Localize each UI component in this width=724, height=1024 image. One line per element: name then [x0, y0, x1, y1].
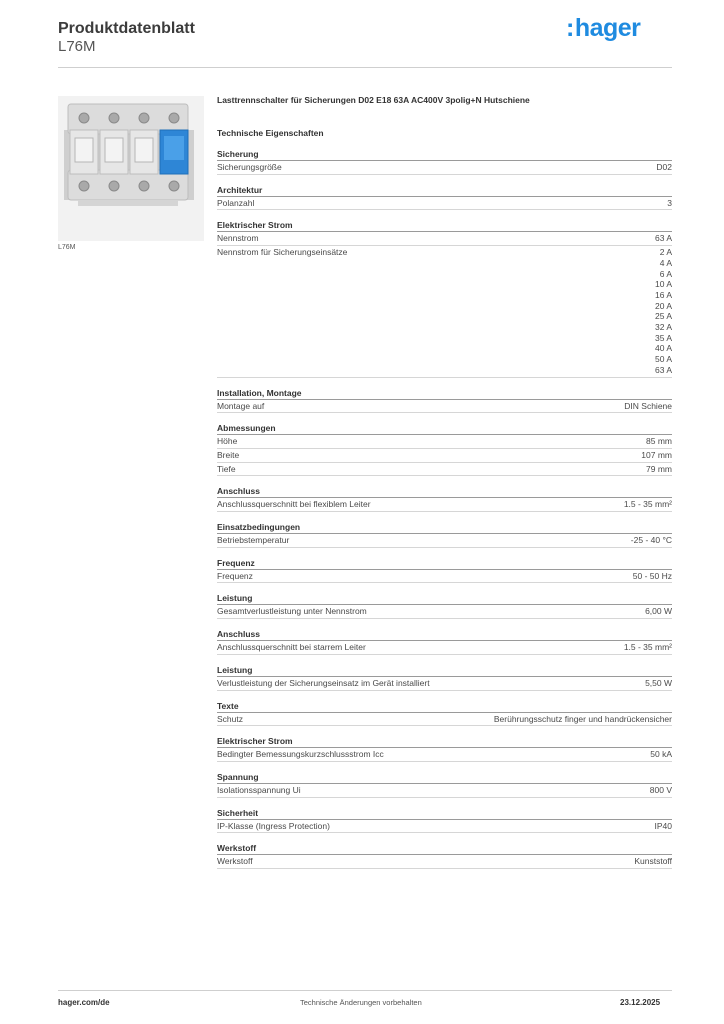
spec-value-line: 2 A — [659, 247, 672, 258]
spec-row — [217, 232, 672, 246]
spec-label: Verlustleistung der Sicherungseinsatz im Gerät installiert — [217, 677, 430, 688]
spec-group — [217, 771, 672, 798]
spec-value-line: 16 A — [654, 289, 672, 300]
logo-text: hager — [574, 14, 641, 42]
spec-row — [217, 713, 672, 727]
spec-value-line: 63 A — [654, 364, 672, 375]
spec-row — [217, 463, 672, 477]
spec-value-line: 85 mm — [646, 436, 672, 447]
spec-value-line: 3 — [667, 197, 672, 208]
spec-group-title: Werkstoff — [217, 842, 672, 855]
spec-group-title: Elektrischer Strom — [217, 219, 672, 232]
spec-value — [655, 247, 672, 375]
spec-value-line: 5,50 W — [645, 677, 672, 688]
spec-row — [217, 435, 672, 449]
product-image — [58, 96, 204, 241]
image-caption: L76M — [58, 244, 76, 251]
spec-value-line: 50 - 50 Hz — [632, 570, 672, 581]
spec-label: Nennstrom für Sicherungseinsätze — [217, 247, 348, 258]
spec-value — [631, 535, 672, 546]
spec-value-line: 63 A — [654, 233, 672, 244]
spec-value — [656, 162, 672, 173]
spec-row — [217, 534, 672, 548]
spec-value-line: D02 — [656, 162, 672, 172]
spec-row — [217, 570, 672, 584]
spec-group — [217, 557, 672, 584]
spec-value — [641, 450, 672, 461]
spec-value — [646, 464, 672, 475]
spec-label: Betriebstemperatur — [217, 535, 290, 546]
spec-group-title: Architektur — [217, 184, 672, 197]
spec-group-title: Anschluss — [217, 485, 672, 498]
specifications — [217, 95, 672, 878]
spec-group-title: Leistung — [217, 664, 672, 677]
spec-label: Werkstoff — [217, 856, 253, 867]
spec-group-title: Leistung — [217, 592, 672, 605]
spec-group-title: Spannung — [217, 771, 672, 784]
spec-group-title: Anschluss — [217, 628, 672, 641]
spec-value — [633, 571, 672, 582]
spec-value — [655, 233, 672, 244]
section-heading: Technische Eigenschaften — [217, 128, 324, 138]
spec-group — [217, 664, 672, 691]
spec-value-line: 107 mm — [641, 449, 672, 460]
product-description: Lasttrennschalter für Sicherungen D02 E18 63A AC400V 3polig+N Hutschiene — [217, 95, 530, 105]
spec-value — [634, 856, 672, 867]
spec-row — [217, 498, 672, 512]
spec-row — [217, 677, 672, 691]
header-divider — [58, 67, 672, 68]
spec-value — [650, 785, 672, 796]
spec-label: Bedingter Bemessungskurzschlussstrom Icc — [217, 749, 384, 760]
spec-row — [217, 641, 672, 655]
spec-value — [624, 401, 672, 412]
footer-date: 23.12.2025 — [620, 998, 661, 1007]
spec-label: Gesamtverlustleistung unter Nennstrom — [217, 606, 367, 617]
spec-value-line: 79 mm — [646, 463, 672, 474]
spec-row — [217, 605, 672, 619]
spec-label: Breite — [217, 449, 240, 460]
spec-group — [217, 148, 672, 175]
spec-group-title: Sicherung — [217, 148, 672, 161]
spec-value-line: 800 V — [649, 784, 672, 795]
spec-group — [217, 219, 672, 377]
spec-label: Schutz — [217, 713, 243, 724]
spec-group — [217, 700, 672, 727]
spec-value — [655, 821, 673, 832]
spec-value — [494, 714, 672, 725]
spec-group-title: Sicherheit — [217, 807, 672, 820]
spec-value-line: 40 A — [654, 343, 672, 354]
footer-divider — [58, 990, 672, 991]
spec-value — [624, 499, 672, 510]
spec-label: Polanzahl — [217, 197, 255, 208]
spec-value-line: 1.5 - 35 mm² — [623, 642, 672, 653]
spec-group — [217, 485, 672, 512]
spec-label: Isolationsspannung Ui — [217, 784, 301, 795]
spec-label: Sicherungsgröße — [217, 162, 282, 172]
spec-groups — [217, 148, 672, 869]
spec-group — [217, 592, 672, 619]
spec-row — [217, 820, 672, 834]
spec-row — [217, 246, 672, 377]
spec-group-title: Frequenz — [217, 557, 672, 570]
spec-group — [217, 422, 672, 476]
spec-group-title: Elektrischer Strom — [217, 735, 672, 748]
spec-group — [217, 521, 672, 548]
spec-label: Frequenz — [217, 570, 253, 581]
spec-group — [217, 387, 672, 414]
spec-value-line: 6,00 W — [645, 606, 672, 617]
spec-value — [646, 436, 672, 447]
spec-value — [645, 678, 672, 689]
spec-group-title: Abmessungen — [217, 422, 672, 435]
spec-row — [217, 161, 672, 175]
spec-row — [217, 784, 672, 798]
spec-row — [217, 855, 672, 869]
spec-value — [667, 198, 672, 209]
spec-value-line: DIN Schiene — [624, 400, 672, 411]
spec-group — [217, 628, 672, 655]
spec-group — [217, 184, 672, 211]
spec-label: Höhe — [217, 436, 238, 447]
spec-row — [217, 400, 672, 414]
spec-value-line: -25 - 40 °C — [630, 535, 672, 546]
product-code: L76M — [58, 38, 96, 55]
switch-disconnector-illustration — [58, 96, 204, 241]
spec-label: Anschlussquerschnitt bei starrem Leiter — [217, 642, 366, 653]
spec-value-line: Kunststoff — [634, 856, 672, 867]
spec-row — [217, 197, 672, 211]
spec-value-line: IP40 — [654, 820, 672, 831]
spec-value-line: 32 A — [654, 322, 672, 333]
spec-label: Montage auf — [217, 400, 265, 411]
spec-row — [217, 449, 672, 463]
spec-value-line: 4 A — [659, 257, 672, 268]
spec-label: Anschlussquerschnitt bei flexiblem Leiter — [217, 499, 371, 510]
page-title: Produktdatenblatt — [58, 20, 195, 37]
spec-value-line: 6 A — [659, 268, 672, 279]
spec-value-line: 25 A — [654, 311, 672, 322]
spec-label: Nennstrom — [217, 233, 259, 244]
spec-label: IP-Klasse (Ingress Protection) — [217, 820, 330, 831]
spec-row — [217, 748, 672, 762]
footer-website: hager.com/de — [58, 998, 110, 1007]
spec-group-title: Texte — [217, 700, 672, 713]
spec-value-line: 20 A — [654, 300, 672, 311]
spec-label: Tiefe — [217, 463, 236, 474]
spec-value — [645, 606, 672, 617]
spec-value — [650, 749, 672, 760]
spec-group — [217, 842, 672, 869]
spec-value-line: 10 A — [654, 279, 672, 290]
spec-group-title: Einsatzbedingungen — [217, 521, 672, 534]
spec-group-title: Installation, Montage — [217, 387, 672, 400]
spec-value-line: Berührungsschutz finger und handrückensicher — [493, 713, 672, 724]
spec-group — [217, 735, 672, 762]
spec-group — [217, 807, 672, 834]
footer-notice: Technische Änderungen vorbehalten — [300, 998, 422, 1007]
hager-logo: :hager — [566, 14, 641, 42]
spec-value-line: 35 A — [654, 332, 672, 343]
spec-value — [624, 642, 672, 653]
spec-value-line: 50 A — [654, 354, 672, 365]
spec-value-line: 50 kA — [650, 749, 672, 760]
spec-value-line: 1.5 - 35 mm² — [623, 499, 672, 510]
